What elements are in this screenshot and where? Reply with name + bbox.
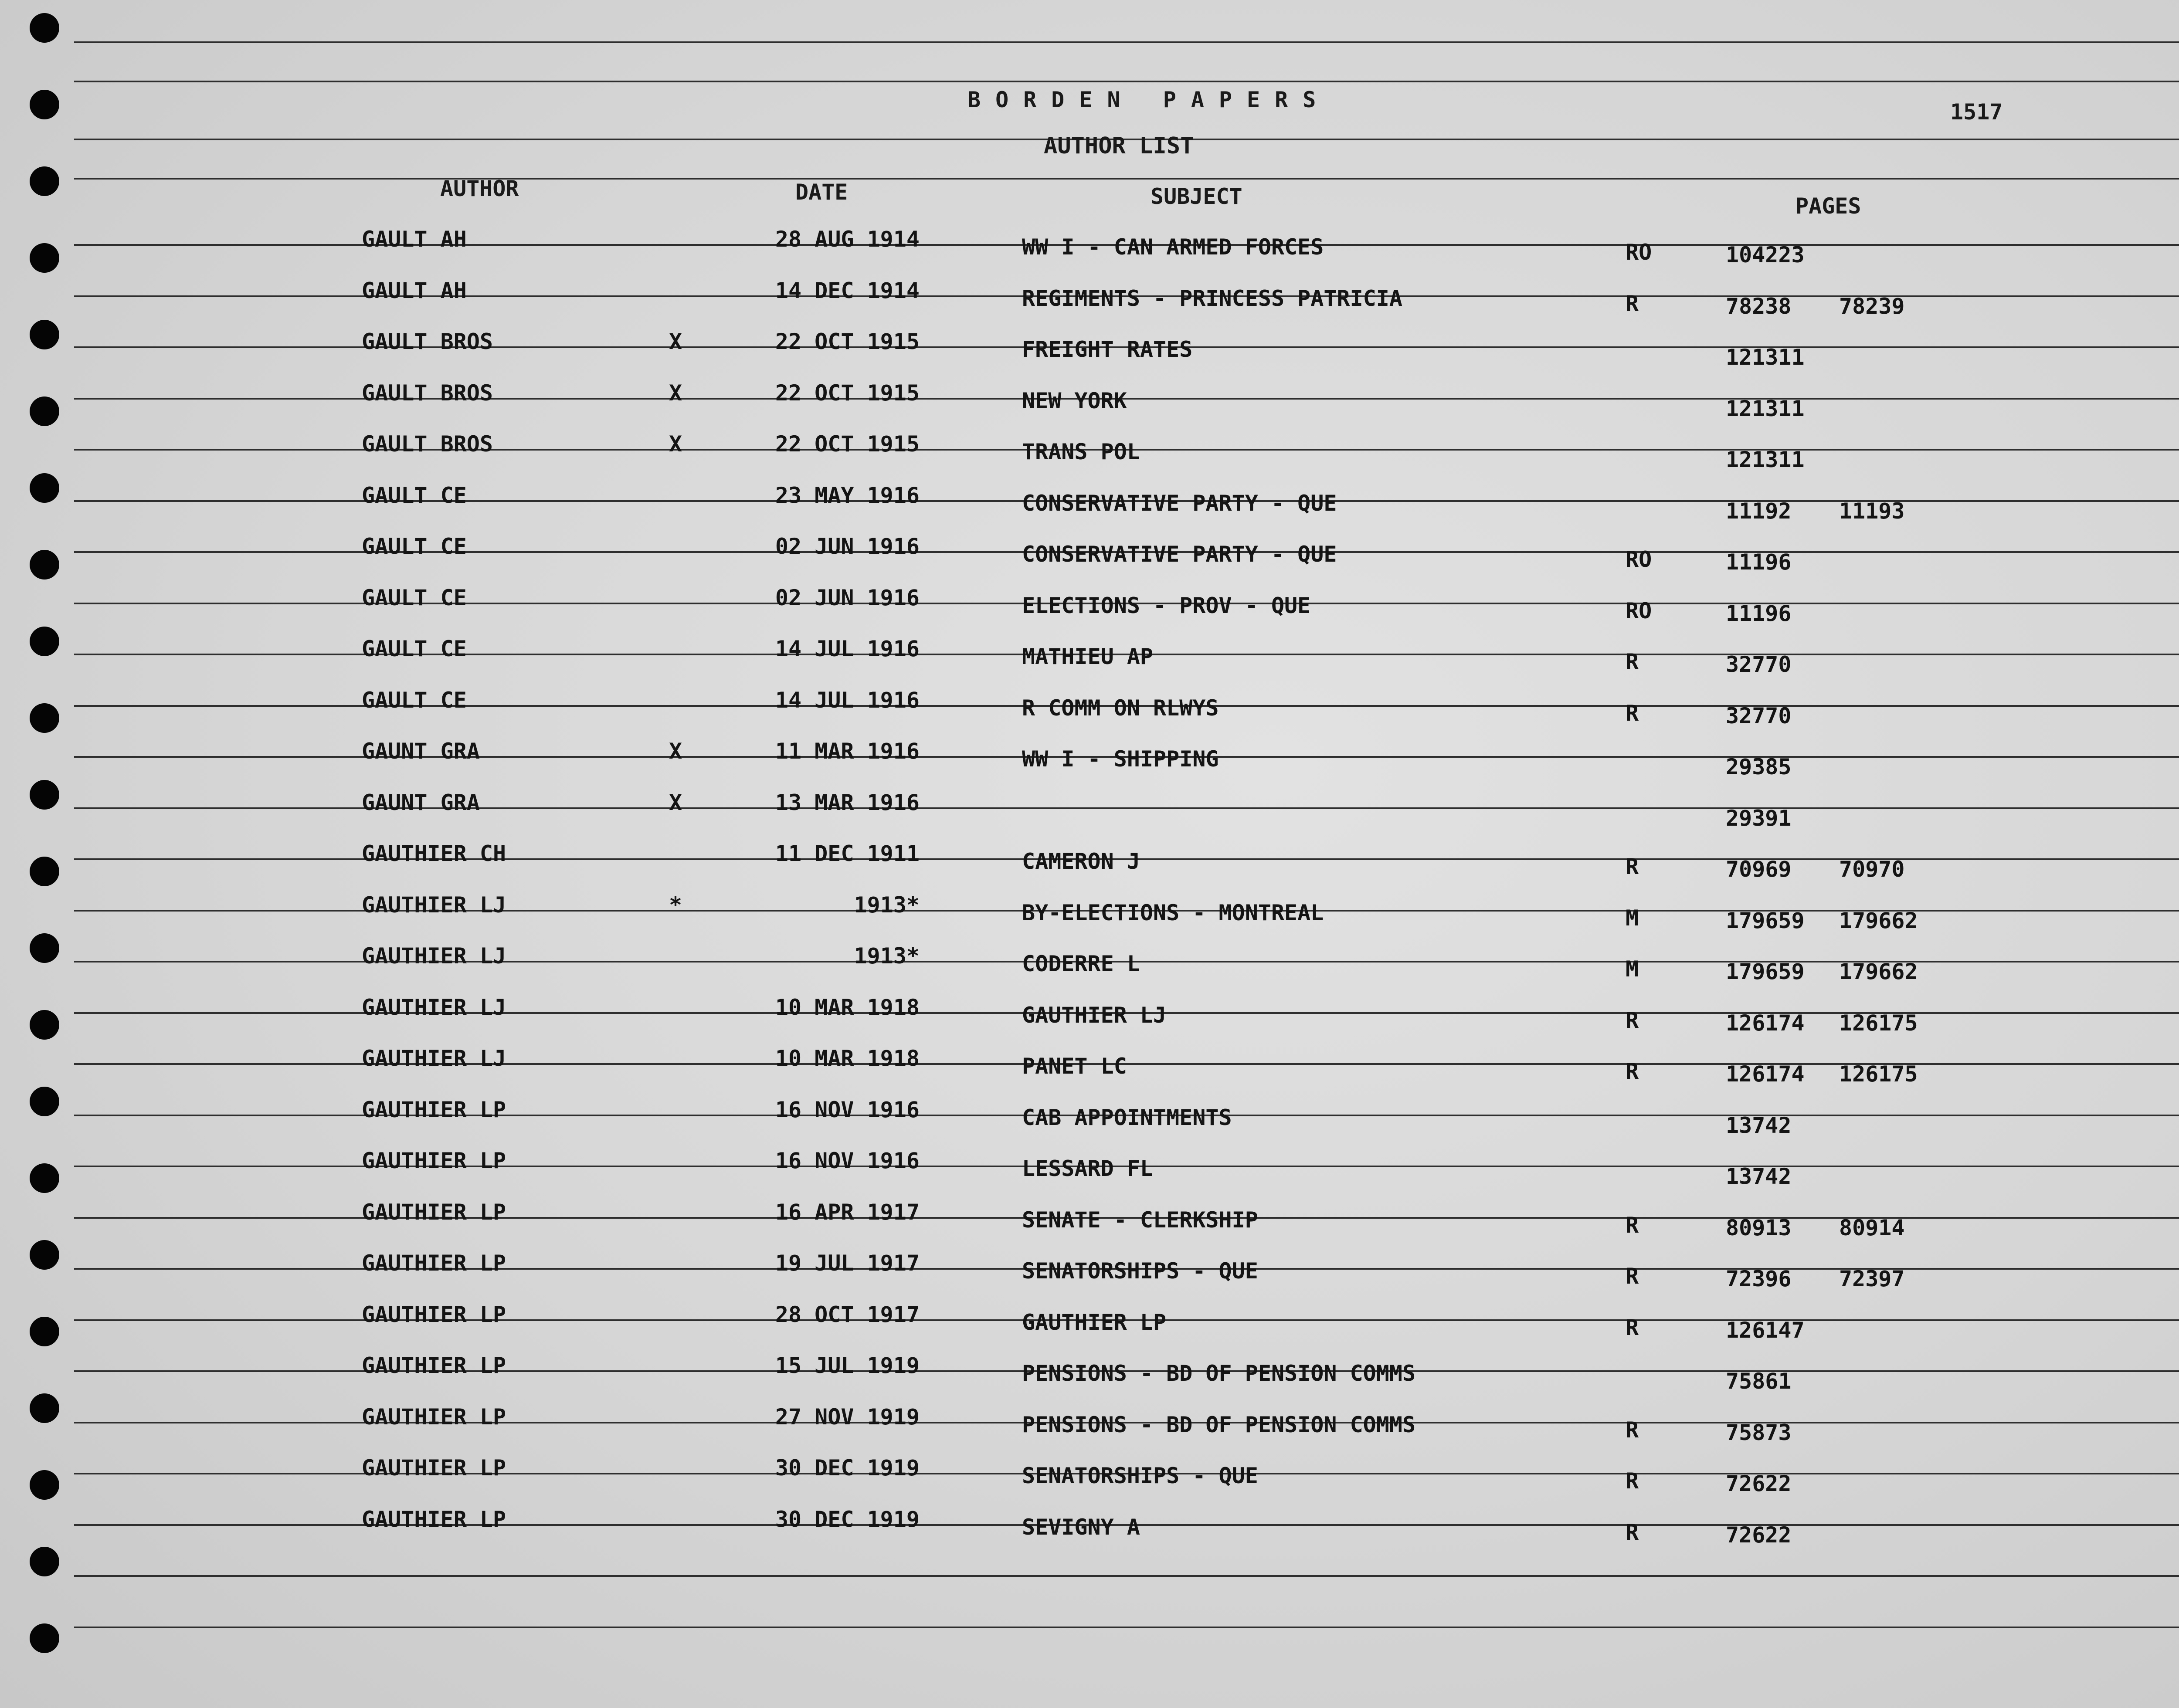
- date-cell: 14 JUL 1916: [775, 687, 920, 713]
- ruled-line: [74, 81, 2179, 82]
- page-start-cell: 32770: [1726, 703, 1792, 729]
- ruled-line: [74, 1575, 2179, 1577]
- page-end-cell: 126175: [1839, 1010, 1918, 1036]
- author-cell: GAUTHIER LP: [362, 1404, 506, 1430]
- author-cell: GAUTHIER LP: [362, 1148, 506, 1173]
- page-end-cell: 78239: [1839, 293, 1905, 319]
- author-cell: GAUTHIER LJ: [362, 994, 506, 1020]
- ruled-line: [74, 178, 2179, 180]
- table-row: [0, 1250, 2179, 1294]
- feed-hole: [30, 1547, 59, 1576]
- table-row: [0, 1046, 2179, 1089]
- code-cell: R: [1626, 1519, 1639, 1545]
- flag-cell: X: [669, 790, 682, 815]
- date-cell: 15 JUL 1919: [775, 1353, 920, 1378]
- table-row: [0, 227, 2179, 270]
- code-cell: R: [1626, 1315, 1639, 1340]
- page-start-cell: 179659: [1726, 908, 1805, 933]
- page-start-cell: 72622: [1726, 1471, 1792, 1496]
- subject-cell: CAB APPOINTMENTS: [1022, 1105, 1232, 1130]
- date-cell: 23 MAY 1916: [775, 482, 920, 508]
- column-header-author: AUTHOR: [440, 176, 519, 201]
- page-end-cell: 179662: [1839, 908, 1918, 933]
- code-cell: M: [1626, 956, 1639, 982]
- page-start-cell: 104223: [1726, 242, 1805, 268]
- author-cell: GAUNT GRA: [362, 739, 480, 764]
- subject-cell: CONSERVATIVE PARTY - QUE: [1022, 542, 1337, 567]
- table-row: [0, 1353, 2179, 1396]
- feed-hole: [30, 13, 59, 43]
- subject-cell: GAUTHIER LJ: [1022, 1002, 1167, 1028]
- author-cell: GAUTHIER LP: [362, 1506, 506, 1532]
- table-row: [0, 278, 2179, 322]
- page-end-cell: 70970: [1839, 857, 1905, 882]
- subject-cell: TRANS POL: [1022, 439, 1140, 464]
- page-start-cell: 72396: [1726, 1266, 1792, 1291]
- subject-cell: GAUTHIER LP: [1022, 1309, 1167, 1335]
- author-cell: GAUTHIER LJ: [362, 1046, 506, 1071]
- date-cell: 13 MAR 1916: [775, 790, 920, 815]
- page-end-cell: 72397: [1839, 1266, 1905, 1291]
- flag-cell: *: [669, 892, 682, 918]
- date-cell: 1913*: [854, 892, 920, 918]
- document-title: BORDEN PAPERS: [967, 87, 1331, 112]
- code-cell: R: [1626, 1212, 1639, 1238]
- page-start-cell: 126174: [1726, 1010, 1805, 1036]
- column-header-pages: PAGES: [1795, 193, 1861, 219]
- date-cell: 02 JUN 1916: [775, 585, 920, 610]
- author-cell: GAULT BROS: [362, 329, 493, 354]
- author-cell: GAUTHIER LP: [362, 1097, 506, 1122]
- page-start-cell: 179659: [1726, 959, 1805, 984]
- page-start-cell: 13742: [1726, 1112, 1792, 1138]
- page-start-cell: 126174: [1726, 1061, 1805, 1087]
- author-cell: GAULT CE: [362, 687, 467, 713]
- table-row: [0, 1404, 2179, 1448]
- date-cell: 30 DEC 1919: [775, 1455, 920, 1481]
- date-cell: 28 OCT 1917: [775, 1301, 920, 1327]
- flag-cell: X: [669, 431, 682, 457]
- subject-cell: CAMERON J: [1022, 849, 1140, 874]
- table-row: [0, 534, 2179, 577]
- author-cell: GAUTHIER CH: [362, 841, 506, 866]
- subject-cell: SENATORSHIPS - QUE: [1022, 1258, 1258, 1284]
- code-cell: RO: [1626, 547, 1652, 572]
- date-cell: 19 JUL 1917: [775, 1250, 920, 1276]
- author-cell: GAUTHIER LP: [362, 1455, 506, 1481]
- page-start-cell: 78238: [1726, 293, 1792, 319]
- subject-cell: PANET LC: [1022, 1054, 1127, 1079]
- author-cell: GAULT CE: [362, 585, 467, 610]
- page-start-cell: 72622: [1726, 1522, 1792, 1548]
- page-start-cell: 29385: [1726, 754, 1792, 779]
- table-row: [0, 739, 2179, 782]
- subject-cell: SENATE - CLERKSHIP: [1022, 1207, 1258, 1233]
- date-cell: 16 NOV 1916: [775, 1097, 920, 1122]
- author-cell: GAULT BROS: [362, 380, 493, 406]
- date-cell: 10 MAR 1918: [775, 994, 920, 1020]
- list-subtitle: AUTHOR LIST: [1044, 133, 1194, 159]
- subject-cell: PENSIONS - BD OF PENSION COMMS: [1022, 1412, 1416, 1437]
- author-cell: GAUTHIER LP: [362, 1199, 506, 1225]
- ruled-line: [74, 41, 2179, 43]
- date-cell: 28 AUG 1914: [775, 227, 920, 252]
- author-cell: GAULT AH: [362, 278, 467, 303]
- code-cell: RO: [1626, 240, 1652, 265]
- page-end-cell: 11193: [1839, 498, 1905, 524]
- date-cell: 14 JUL 1916: [775, 636, 920, 661]
- subject-cell: MATHIEU AP: [1022, 644, 1154, 669]
- page-start-cell: 121311: [1726, 345, 1805, 370]
- subject-cell: FREIGHT RATES: [1022, 337, 1193, 362]
- page-start-cell: 80913: [1726, 1215, 1792, 1240]
- subject-cell: R COMM ON RLWYS: [1022, 695, 1219, 721]
- page-start-cell: 11196: [1726, 600, 1792, 626]
- author-cell: GAUTHIER LP: [362, 1353, 506, 1378]
- date-cell: 22 OCT 1915: [775, 380, 920, 406]
- subject-cell: PENSIONS - BD OF PENSION COMMS: [1022, 1361, 1416, 1386]
- table-row: [0, 431, 2179, 475]
- subject-cell: SEVIGNY A: [1022, 1514, 1140, 1540]
- date-cell: 11 MAR 1916: [775, 739, 920, 764]
- page-start-cell: 11196: [1726, 549, 1792, 575]
- subject-cell: LESSARD FL: [1022, 1156, 1154, 1181]
- subject-cell: NEW YORK: [1022, 388, 1127, 413]
- feed-hole: [30, 90, 59, 119]
- date-cell: 14 DEC 1914: [775, 278, 920, 303]
- code-cell: RO: [1626, 598, 1652, 624]
- code-cell: R: [1626, 854, 1639, 879]
- feed-hole: [30, 1623, 59, 1653]
- author-cell: GAULT CE: [362, 482, 467, 508]
- code-cell: R: [1626, 1264, 1639, 1289]
- code-cell: R: [1626, 700, 1639, 726]
- table-row: [0, 329, 2179, 373]
- author-cell: GAUTHIER LJ: [362, 892, 506, 918]
- table-row: [0, 1200, 2179, 1243]
- ruled-line: [74, 1627, 2179, 1628]
- table-row: [0, 892, 2179, 936]
- code-cell: R: [1626, 1417, 1639, 1443]
- date-cell: 1913*: [854, 943, 920, 969]
- page-end-cell: 179662: [1839, 959, 1918, 984]
- table-row: [0, 483, 2179, 526]
- author-cell: GAUNT GRA: [362, 790, 480, 815]
- subject-cell: SENATORSHIPS - QUE: [1022, 1463, 1258, 1488]
- page-start-cell: 75861: [1726, 1369, 1792, 1394]
- flag-cell: X: [669, 739, 682, 764]
- page-start-cell: 75873: [1726, 1420, 1792, 1445]
- author-cell: GAULT AH: [362, 227, 467, 252]
- code-cell: R: [1626, 1468, 1639, 1494]
- table-row: [0, 1148, 2179, 1192]
- subject-cell: ELECTIONS - PROV - QUE: [1022, 593, 1311, 618]
- subject-cell: REGIMENTS - PRINCESS PATRICIA: [1022, 285, 1402, 311]
- column-header-subject: SUBJECT: [1151, 184, 1242, 209]
- code-cell: R: [1626, 1007, 1639, 1033]
- subject-cell: CONSERVATIVE PARTY - QUE: [1022, 490, 1337, 516]
- flag-cell: X: [669, 380, 682, 406]
- page-start-cell: 29391: [1726, 805, 1792, 831]
- flag-cell: X: [669, 329, 682, 354]
- date-cell: 10 MAR 1918: [775, 1046, 920, 1071]
- page-end-cell: 80914: [1839, 1215, 1905, 1240]
- date-cell: 22 OCT 1915: [775, 431, 920, 457]
- author-cell: GAUTHIER LJ: [362, 943, 506, 969]
- date-cell: 11 DEC 1911: [775, 841, 920, 866]
- table-row: [0, 943, 2179, 987]
- date-cell: 16 NOV 1916: [775, 1148, 920, 1173]
- page-start-cell: 13742: [1726, 1164, 1792, 1189]
- code-cell: R: [1626, 649, 1639, 674]
- code-cell: R: [1626, 291, 1639, 316]
- column-header-date: DATE: [795, 180, 848, 205]
- page-start-cell: 32770: [1726, 652, 1792, 677]
- page-number: 1517: [1950, 99, 2003, 125]
- table-row: [0, 1302, 2179, 1345]
- subject-cell: WW I - SHIPPING: [1022, 746, 1219, 772]
- page-start-cell: 126147: [1726, 1317, 1805, 1343]
- page-start-cell: 11192: [1726, 498, 1792, 524]
- table-row: [0, 688, 2179, 731]
- table-row: [0, 1507, 2179, 1550]
- table-row: [0, 790, 2179, 834]
- page-end-cell: 126175: [1839, 1061, 1918, 1087]
- table-row: [0, 1455, 2179, 1499]
- date-cell: 30 DEC 1919: [775, 1506, 920, 1532]
- table-row: [0, 380, 2179, 424]
- author-cell: GAUTHIER LP: [362, 1301, 506, 1327]
- table-row: [0, 841, 2179, 884]
- page-start-cell: 121311: [1726, 396, 1805, 421]
- date-cell: 16 APR 1917: [775, 1199, 920, 1225]
- author-cell: GAULT BROS: [362, 431, 493, 457]
- table-row: [0, 995, 2179, 1038]
- page-start-cell: 121311: [1726, 447, 1805, 472]
- table-row: [0, 636, 2179, 680]
- date-cell: 27 NOV 1919: [775, 1404, 920, 1430]
- author-cell: GAULT CE: [362, 534, 467, 559]
- page-start-cell: 70969: [1726, 857, 1792, 882]
- code-cell: M: [1626, 905, 1639, 931]
- author-cell: GAUTHIER LP: [362, 1250, 506, 1276]
- code-cell: R: [1626, 1059, 1639, 1084]
- table-row: [0, 585, 2179, 629]
- subject-cell: CODERRE L: [1022, 951, 1140, 976]
- date-cell: 22 OCT 1915: [775, 329, 920, 354]
- subject-cell: BY-ELECTIONS - MONTREAL: [1022, 900, 1324, 925]
- feed-hole: [30, 166, 59, 196]
- subject-cell: WW I - CAN ARMED FORCES: [1022, 234, 1324, 260]
- table-row: [0, 1097, 2179, 1141]
- author-cell: GAULT CE: [362, 636, 467, 661]
- date-cell: 02 JUN 1916: [775, 534, 920, 559]
